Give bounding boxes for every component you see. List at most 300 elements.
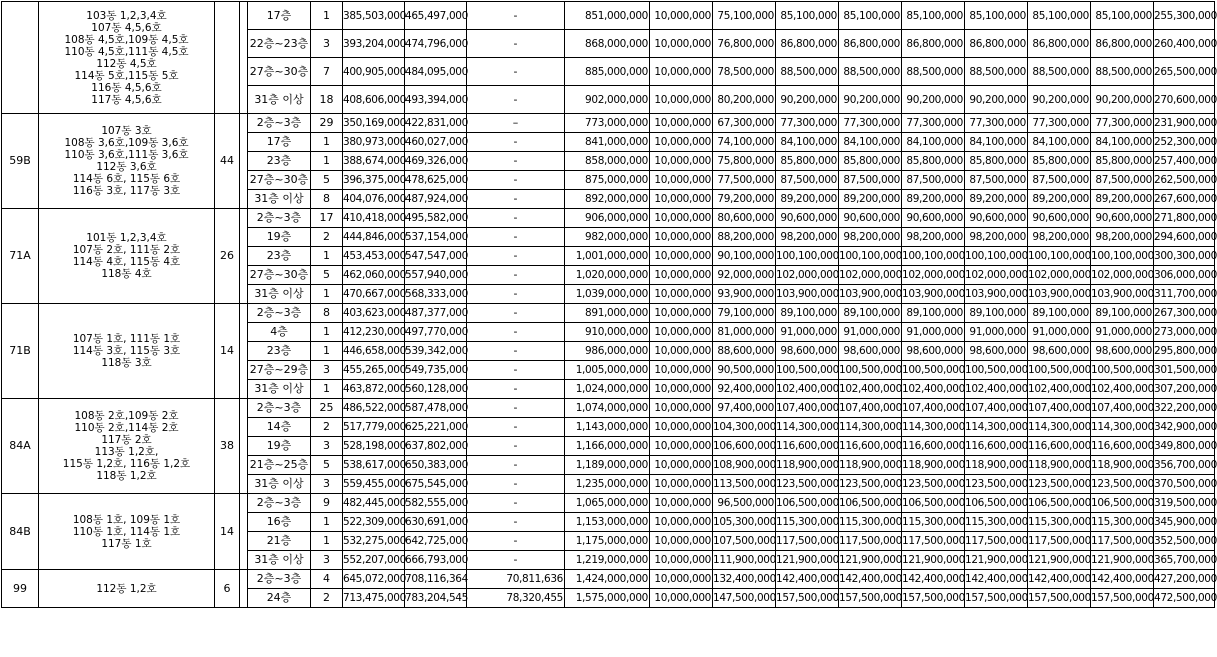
price-cell-bal: 255,300,000 [1154, 2, 1215, 30]
unit-type-cell [2, 2, 39, 114]
price-cell-i1: 90,200,000 [776, 86, 839, 114]
price-cell-c1: 463,872,000 [343, 380, 405, 399]
price-cell-c2: 549,735,000 [405, 361, 467, 380]
price-cell-c1: 380,973,000 [343, 133, 405, 152]
price-cell-i6: 87,500,000 [1091, 171, 1154, 190]
building-line: 118동 3호 [101, 357, 152, 369]
price-cell-c6: 88,600,000 [713, 342, 776, 361]
price-cell-i5: 91,000,000 [1028, 323, 1091, 342]
price-cell-c6: 108,900,000 [713, 456, 776, 475]
unit-quantity-cell: 1 [311, 380, 343, 399]
price-cell-i4: 98,200,000 [965, 228, 1028, 247]
building-line: 110동 2호,114동 2호 [74, 422, 179, 434]
table-row [2, 570, 1215, 589]
price-cell-i4: 86,800,000 [965, 30, 1028, 58]
unit-quantity-cell: 1 [311, 513, 343, 532]
price-cell-i4: 90,600,000 [965, 209, 1028, 228]
price-cell-c6: 113,500,000 [713, 475, 776, 494]
price-cell-c5: 10,000,000 [650, 570, 713, 589]
price-cell-i3: 142,400,000 [902, 570, 965, 589]
price-cell-i5: 86,800,000 [1028, 30, 1091, 58]
unit-quantity-cell: 2 [311, 418, 343, 437]
building-line: 116동 3호, 117동 3호 [72, 185, 181, 197]
floor-range-cell: 24층 [248, 589, 311, 608]
price-cell-c5: 10,000,000 [650, 342, 713, 361]
unit-count-cell: 38 [215, 399, 240, 494]
price-cell-c1: 486,522,000 [343, 399, 405, 418]
table-row [2, 114, 1215, 133]
unit-quantity-cell: 2 [311, 228, 343, 247]
building-line: 107동 2호, 111동 2호 [72, 244, 181, 256]
price-cell-i2: 121,900,000 [839, 551, 902, 570]
price-cell-i3: 107,400,000 [902, 399, 965, 418]
price-cell-c5: 10,000,000 [650, 589, 713, 608]
price-cell-c5: 10,000,000 [650, 190, 713, 209]
floor-range-cell: 2층~3층 [248, 209, 311, 228]
price-cell-c3: - [467, 456, 565, 475]
price-cell-i5: 102,000,000 [1028, 266, 1091, 285]
building-line: 107동 3호 [101, 125, 152, 137]
price-cell-i6: 100,500,000 [1091, 361, 1154, 380]
price-cell-bal: 352,500,000 [1154, 532, 1215, 551]
price-cell-i1: 114,300,000 [776, 418, 839, 437]
price-cell-c6: 78,500,000 [713, 58, 776, 86]
price-cell-i3: 85,100,000 [902, 2, 965, 30]
price-cell-bal: 257,400,000 [1154, 152, 1215, 171]
price-cell-bal: 311,700,000 [1154, 285, 1215, 304]
price-cell-i6: 123,500,000 [1091, 475, 1154, 494]
spacer-cell [240, 570, 248, 608]
price-cell-total: 875,000,000 [565, 171, 650, 190]
price-cell-c6: 93,900,000 [713, 285, 776, 304]
price-cell-i1: 118,900,000 [776, 456, 839, 475]
price-cell-c5: 10,000,000 [650, 114, 713, 133]
unit-quantity-cell: 5 [311, 171, 343, 190]
price-cell-c2: 469,326,000 [405, 152, 467, 171]
price-cell-c6: 92,000,000 [713, 266, 776, 285]
table-row [2, 209, 1215, 228]
price-cell-c5: 10,000,000 [650, 209, 713, 228]
price-cell-i3: 77,300,000 [902, 114, 965, 133]
price-cell-i2: 98,600,000 [839, 342, 902, 361]
price-cell-c5: 10,000,000 [650, 494, 713, 513]
spacer-cell [240, 494, 248, 570]
price-cell-i6: 84,100,000 [1091, 133, 1154, 152]
price-cell-c3: - [467, 228, 565, 247]
price-cell-i1: 88,500,000 [776, 58, 839, 86]
price-cell-i1: 103,900,000 [776, 285, 839, 304]
price-cell-c3: - [467, 58, 565, 86]
price-cell-i6: 102,400,000 [1091, 380, 1154, 399]
building-line: 108동 4,5호,109동 4,5호 [64, 33, 189, 46]
floor-range-cell: 21층~25층 [248, 456, 311, 475]
price-cell-c3: - [467, 30, 565, 58]
table-row [2, 399, 1215, 418]
floor-range-cell: 17층 [248, 133, 311, 152]
unit-quantity-cell: 5 [311, 266, 343, 285]
building-line: 115동 1,2호, 116동 1,2호 [62, 458, 191, 470]
price-cell-i6: 100,100,000 [1091, 247, 1154, 266]
price-cell-i6: 121,900,000 [1091, 551, 1154, 570]
price-cell-c1: 393,204,000 [343, 30, 405, 58]
price-cell-c2: 783,204,545 [405, 589, 467, 608]
price-cell-i6: 118,900,000 [1091, 456, 1154, 475]
unit-quantity-cell: 17 [311, 209, 343, 228]
price-cell-bal: 294,600,000 [1154, 228, 1215, 247]
price-cell-total: 1,153,000,000 [565, 513, 650, 532]
price-cell-i5: 90,200,000 [1028, 86, 1091, 114]
price-cell-c3: - [467, 247, 565, 266]
price-cell-c3: - [467, 2, 565, 30]
price-cell-i6: 98,200,000 [1091, 228, 1154, 247]
price-cell-i3: 98,200,000 [902, 228, 965, 247]
price-cell-i5: 118,900,000 [1028, 456, 1091, 475]
floor-range-cell: 2층~3층 [248, 304, 311, 323]
building-line: 110동 4,5호,111동 4,5호 [64, 45, 189, 58]
price-cell-i4: 85,800,000 [965, 152, 1028, 171]
price-cell-c3: - [467, 513, 565, 532]
price-cell-i4: 102,400,000 [965, 380, 1028, 399]
price-cell-i5: 157,500,000 [1028, 589, 1091, 608]
unit-type-cell: 71A [2, 209, 39, 304]
price-cell-c1: 528,198,000 [343, 437, 405, 456]
price-cell-i4: 142,400,000 [965, 570, 1028, 589]
building-line: 114동 5호,115동 5호 [74, 69, 179, 82]
price-cell-c6: 111,900,000 [713, 551, 776, 570]
price-table [1, 1, 1215, 608]
price-cell-i4: 77,300,000 [965, 114, 1028, 133]
price-cell-c6: 88,200,000 [713, 228, 776, 247]
unit-type-cell: 84B [2, 494, 39, 570]
price-cell-i1: 142,400,000 [776, 570, 839, 589]
spacer-cell [240, 114, 248, 209]
price-cell-c5: 10,000,000 [650, 361, 713, 380]
price-cell-bal: 322,200,000 [1154, 399, 1215, 418]
price-cell-total: 885,000,000 [565, 58, 650, 86]
price-cell-i2: 89,100,000 [839, 304, 902, 323]
building-line: 108동 3,6호,109동 3,6호 [64, 137, 189, 149]
price-cell-c3: 70,811,636 [467, 570, 565, 589]
price-cell-i6: 90,200,000 [1091, 86, 1154, 114]
price-cell-c5: 10,000,000 [650, 399, 713, 418]
building-line: 113동 1,2호, [94, 446, 159, 458]
floor-range-cell: 2층~3층 [248, 494, 311, 513]
price-cell-i1: 85,800,000 [776, 152, 839, 171]
building-line: 112동 3,6호 [96, 161, 157, 173]
price-cell-c5: 10,000,000 [650, 418, 713, 437]
price-cell-c2: 650,383,000 [405, 456, 467, 475]
price-cell-i3: 91,000,000 [902, 323, 965, 342]
price-cell-i1: 84,100,000 [776, 133, 839, 152]
price-cell-i3: 102,000,000 [902, 266, 965, 285]
price-cell-c6: 76,800,000 [713, 30, 776, 58]
building-line: 118동 1,2호 [96, 470, 157, 482]
price-cell-i4: 115,300,000 [965, 513, 1028, 532]
price-cell-c1: 444,846,000 [343, 228, 405, 247]
unit-quantity-cell: 3 [311, 437, 343, 456]
price-cell-c6: 97,400,000 [713, 399, 776, 418]
price-cell-c5: 10,000,000 [650, 513, 713, 532]
price-cell-i4: 85,100,000 [965, 2, 1028, 30]
price-cell-c5: 10,000,000 [650, 304, 713, 323]
table-row [2, 304, 1215, 323]
price-cell-i3: 98,600,000 [902, 342, 965, 361]
floor-range-cell: 17층 [248, 2, 311, 30]
price-cell-c1: 559,455,000 [343, 475, 405, 494]
price-cell-c3: - [467, 152, 565, 171]
price-cell-i3: 86,800,000 [902, 30, 965, 58]
price-cell-i2: 100,500,000 [839, 361, 902, 380]
price-cell-i1: 87,500,000 [776, 171, 839, 190]
price-cell-total: 1,219,000,000 [565, 551, 650, 570]
price-cell-i2: 102,400,000 [839, 380, 902, 399]
price-cell-c1: 532,275,000 [343, 532, 405, 551]
price-cell-c1: 403,623,000 [343, 304, 405, 323]
price-cell-total: 1,074,000,000 [565, 399, 650, 418]
price-cell-c2: 487,924,000 [405, 190, 467, 209]
price-cell-c2: 568,333,000 [405, 285, 467, 304]
price-cell-c2: 642,725,000 [405, 532, 467, 551]
price-cell-c2: 708,116,364 [405, 570, 467, 589]
price-cell-bal: 265,500,000 [1154, 58, 1215, 86]
price-cell-c3: – [467, 114, 565, 133]
price-cell-total: 906,000,000 [565, 209, 650, 228]
price-cell-c3: - [467, 323, 565, 342]
price-cell-c3: - [467, 285, 565, 304]
price-cell-i5: 90,600,000 [1028, 209, 1091, 228]
building-list-cell [39, 399, 215, 494]
price-cell-i2: 157,500,000 [839, 589, 902, 608]
price-cell-i5: 103,900,000 [1028, 285, 1091, 304]
unit-type-cell: 99 [2, 570, 39, 608]
price-cell-bal: 231,900,000 [1154, 114, 1215, 133]
price-cell-i4: 102,000,000 [965, 266, 1028, 285]
price-cell-c1: 538,617,000 [343, 456, 405, 475]
price-cell-i2: 84,100,000 [839, 133, 902, 152]
price-cell-i6: 114,300,000 [1091, 418, 1154, 437]
price-cell-c3: - [467, 209, 565, 228]
price-cell-i4: 90,200,000 [965, 86, 1028, 114]
price-cell-i4: 87,500,000 [965, 171, 1028, 190]
floor-range-cell: 4층 [248, 323, 311, 342]
price-cell-i5: 85,800,000 [1028, 152, 1091, 171]
price-cell-c1: 517,779,000 [343, 418, 405, 437]
price-cell-c6: 96,500,000 [713, 494, 776, 513]
floor-range-cell: 21층 [248, 532, 311, 551]
building-list-cell [39, 209, 215, 304]
price-cell-total: 910,000,000 [565, 323, 650, 342]
price-cell-c1: 462,060,000 [343, 266, 405, 285]
price-cell-total: 1,424,000,000 [565, 570, 650, 589]
price-cell-i6: 117,500,000 [1091, 532, 1154, 551]
unit-quantity-cell: 4 [311, 570, 343, 589]
price-cell-i6: 102,000,000 [1091, 266, 1154, 285]
unit-quantity-cell: 1 [311, 152, 343, 171]
price-cell-c5: 10,000,000 [650, 247, 713, 266]
price-cell-i6: 157,500,000 [1091, 589, 1154, 608]
price-cell-i2: 77,300,000 [839, 114, 902, 133]
building-list-cell [39, 114, 215, 209]
floor-range-cell: 19층 [248, 437, 311, 456]
price-cell-i4: 106,500,000 [965, 494, 1028, 513]
price-cell-c2: 582,555,000 [405, 494, 467, 513]
price-cell-c6: 147,500,000 [713, 589, 776, 608]
price-cell-total: 773,000,000 [565, 114, 650, 133]
price-cell-i2: 102,000,000 [839, 266, 902, 285]
price-cell-c2: 497,770,000 [405, 323, 467, 342]
unit-count-cell [215, 2, 240, 114]
price-cell-total: 986,000,000 [565, 342, 650, 361]
price-cell-i5: 84,100,000 [1028, 133, 1091, 152]
price-cell-bal: 370,500,000 [1154, 475, 1215, 494]
price-cell-i6: 142,400,000 [1091, 570, 1154, 589]
price-cell-i3: 87,500,000 [902, 171, 965, 190]
building-line: 107동 1호, 111동 1호 [72, 333, 181, 345]
price-cell-c2: 460,027,000 [405, 133, 467, 152]
unit-type-cell: 71B [2, 304, 39, 399]
building-line: 108동 1호, 109동 1호 [72, 513, 181, 526]
price-cell-c6: 81,000,000 [713, 323, 776, 342]
floor-range-cell: 23층 [248, 247, 311, 266]
price-cell-c2: 474,796,000 [405, 30, 467, 58]
price-cell-c3: - [467, 494, 565, 513]
price-cell-c5: 10,000,000 [650, 551, 713, 570]
price-cell-i3: 100,500,000 [902, 361, 965, 380]
price-cell-c6: 132,400,000 [713, 570, 776, 589]
price-cell-total: 891,000,000 [565, 304, 650, 323]
building-line: 110동 3,6호,111동 3,6호 [64, 149, 189, 161]
price-cell-i1: 102,000,000 [776, 266, 839, 285]
price-cell-i1: 100,100,000 [776, 247, 839, 266]
price-cell-i3: 90,200,000 [902, 86, 965, 114]
price-cell-c6: 80,200,000 [713, 86, 776, 114]
price-cell-i3: 118,900,000 [902, 456, 965, 475]
price-cell-c5: 10,000,000 [650, 152, 713, 171]
price-cell-i1: 115,300,000 [776, 513, 839, 532]
unit-quantity-cell: 1 [311, 247, 343, 266]
price-cell-c1: 482,445,000 [343, 494, 405, 513]
price-cell-i5: 98,200,000 [1028, 228, 1091, 247]
price-cell-bal: 270,600,000 [1154, 86, 1215, 114]
unit-quantity-cell: 1 [311, 323, 343, 342]
price-cell-i2: 89,200,000 [839, 190, 902, 209]
floor-range-cell: 22층~23층 [248, 30, 311, 58]
price-cell-c6: 106,600,000 [713, 437, 776, 456]
price-cell-c3: - [467, 342, 565, 361]
price-cell-i2: 123,500,000 [839, 475, 902, 494]
price-cell-bal: 271,800,000 [1154, 209, 1215, 228]
price-cell-i6: 116,600,000 [1091, 437, 1154, 456]
price-cell-bal: 319,500,000 [1154, 494, 1215, 513]
price-cell-i6: 77,300,000 [1091, 114, 1154, 133]
price-cell-i5: 123,500,000 [1028, 475, 1091, 494]
table-row [2, 2, 1215, 30]
price-cell-bal: 260,400,000 [1154, 30, 1215, 58]
price-cell-i4: 98,600,000 [965, 342, 1028, 361]
price-cell-c1: 385,503,000 [343, 2, 405, 30]
price-cell-i2: 107,400,000 [839, 399, 902, 418]
price-cell-c2: 587,478,000 [405, 399, 467, 418]
price-cell-c2: 495,582,000 [405, 209, 467, 228]
spacer-cell [240, 399, 248, 494]
price-cell-total: 868,000,000 [565, 30, 650, 58]
price-cell-i5: 85,100,000 [1028, 2, 1091, 30]
floor-range-cell: 27층~30층 [248, 171, 311, 190]
price-cell-c6: 90,500,000 [713, 361, 776, 380]
price-cell-c3: - [467, 551, 565, 570]
price-cell-c2: 666,793,000 [405, 551, 467, 570]
floor-range-cell: 31층 이상 [248, 190, 311, 209]
price-cell-i4: 100,500,000 [965, 361, 1028, 380]
unit-count-cell: 14 [215, 304, 240, 399]
price-cell-bal: 300,300,000 [1154, 247, 1215, 266]
building-line: 118동 4호 [101, 268, 152, 280]
price-cell-c5: 10,000,000 [650, 58, 713, 86]
building-line: 116동 4,5,6호 [91, 81, 162, 94]
price-cell-i6: 103,900,000 [1091, 285, 1154, 304]
price-cell-bal: 427,200,000 [1154, 570, 1215, 589]
price-cell-c3: - [467, 475, 565, 494]
price-cell-i2: 85,800,000 [839, 152, 902, 171]
price-cell-c1: 404,076,000 [343, 190, 405, 209]
price-cell-c2: 478,625,000 [405, 171, 467, 190]
price-cell-total: 982,000,000 [565, 228, 650, 247]
price-cell-c2: 675,545,000 [405, 475, 467, 494]
spacer-cell [240, 209, 248, 304]
price-cell-total: 1,020,000,000 [565, 266, 650, 285]
price-cell-i1: 107,400,000 [776, 399, 839, 418]
price-cell-total: 1,189,000,000 [565, 456, 650, 475]
price-cell-c5: 10,000,000 [650, 437, 713, 456]
price-cell-i6: 89,100,000 [1091, 304, 1154, 323]
price-cell-c2: 484,095,000 [405, 58, 467, 86]
unit-quantity-cell: 2 [311, 589, 343, 608]
price-cell-c5: 10,000,000 [650, 171, 713, 190]
unit-quantity-cell: 3 [311, 30, 343, 58]
price-cell-c3: - [467, 304, 565, 323]
price-cell-c1: 400,905,000 [343, 58, 405, 86]
price-cell-c3: - [467, 171, 565, 190]
price-cell-i1: 98,200,000 [776, 228, 839, 247]
price-cell-i3: 116,600,000 [902, 437, 965, 456]
price-cell-i3: 106,500,000 [902, 494, 965, 513]
price-cell-i3: 100,100,000 [902, 247, 965, 266]
floor-range-cell: 31층 이상 [248, 285, 311, 304]
price-cell-i1: 121,900,000 [776, 551, 839, 570]
price-cell-i1: 89,100,000 [776, 304, 839, 323]
price-cell-i4: 107,400,000 [965, 399, 1028, 418]
price-cell-i1: 77,300,000 [776, 114, 839, 133]
floor-range-cell: 19층 [248, 228, 311, 247]
building-line: 112동 1,2호 [96, 582, 157, 595]
unit-quantity-cell: 1 [311, 2, 343, 30]
price-cell-i3: 121,900,000 [902, 551, 965, 570]
price-cell-i4: 100,100,000 [965, 247, 1028, 266]
price-cell-total: 892,000,000 [565, 190, 650, 209]
price-cell-total: 1,039,000,000 [565, 285, 650, 304]
unit-count-cell: 14 [215, 494, 240, 570]
price-cell-c2: 560,128,000 [405, 380, 467, 399]
price-cell-total: 1,001,000,000 [565, 247, 650, 266]
unit-count-cell: 26 [215, 209, 240, 304]
price-cell-c1: 410,418,000 [343, 209, 405, 228]
price-cell-bal: 356,700,000 [1154, 456, 1215, 475]
price-cell-i3: 89,100,000 [902, 304, 965, 323]
price-cell-i1: 106,500,000 [776, 494, 839, 513]
price-cell-c6: 75,800,000 [713, 152, 776, 171]
price-cell-i2: 106,500,000 [839, 494, 902, 513]
price-cell-bal: 306,000,000 [1154, 266, 1215, 285]
